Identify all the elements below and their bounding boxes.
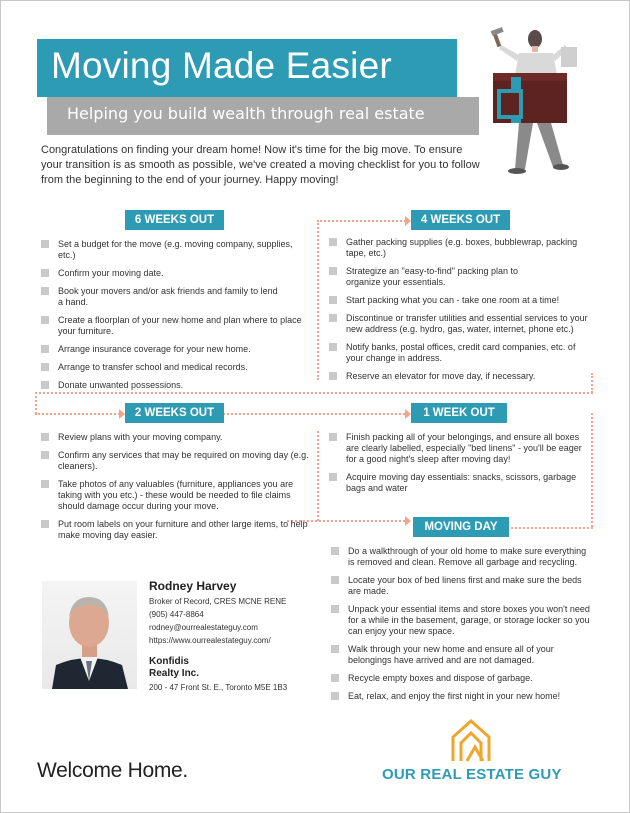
connector-arrow: [405, 516, 411, 526]
agent-portrait-icon: [42, 581, 137, 689]
checkbox[interactable]: [41, 363, 49, 371]
checklist-1-week: [329, 432, 591, 501]
brand-name: OUR REAL ESTATE GUY: [382, 766, 562, 783]
section-header-2-weeks: 2 WEEKS OUT: [125, 403, 224, 423]
checkbox[interactable]: [41, 381, 49, 389]
checkbox[interactable]: [329, 473, 337, 481]
checkbox[interactable]: [41, 316, 49, 324]
connector-line: [223, 413, 409, 415]
intro-paragraph: Congratulations on finding your dream home! Now it's time for the big move. To ensure your transition is as smooth as possible, we've created a moving checklist for you to follow from the beginning to the end of your journey. Happy moving!: [41, 144, 480, 186]
page-title: Moving Made Easier: [51, 45, 392, 86]
checklist-item: Gather packing supplies (e.g. boxes, bubblewrap, packing tape, etc.): [329, 237, 591, 259]
agent-details: [149, 595, 286, 647]
section-header-6-weeks: 6 WEEKS OUT: [125, 210, 224, 230]
house-logo-icon: [447, 715, 497, 765]
checklist-item: Review plans with your moving company.: [41, 432, 309, 443]
checklist-item: Put room labels on your furniture and other large items, to help make moving day easier.: [41, 519, 309, 541]
welcome-home-tagline: Welcome Home.: [37, 759, 188, 782]
checklist-2-weeks: [41, 432, 309, 548]
checklist-item: Reserve an elevator for move day, if necessary.: [329, 371, 591, 382]
checklist-item: Do a walkthrough of your old home to make sure everything is removed and clean. Remove all garbage and recycling.: [331, 546, 593, 568]
checklist-item: Notify banks, postal offices, credit card companies, etc. of your change in address.: [329, 342, 591, 364]
checklist-item: Set a budget for the move (e.g. moving company, supplies, etc.): [41, 239, 311, 261]
checklist-item: Locate your box of bed linens first and make sure the beds are made.: [331, 575, 593, 597]
connector-line: [35, 413, 123, 415]
section-header-1-week: 1 WEEK OUT: [411, 403, 507, 423]
section-header-4-weeks: 4 WEEKS OUT: [411, 210, 510, 230]
connector-line: [35, 392, 37, 414]
agent-phone[interactable]: (905) 447-8864: [149, 610, 204, 619]
checklist-item: Take photos of any valuables (furniture, appliances you are taking with you etc.) - these would be needed to file claims should damage occur during your move.: [41, 479, 309, 512]
checklist-item: Arrange to transfer school and medical records.: [41, 362, 311, 373]
agent-website[interactable]: https://www.ourrealestateguy.com/: [149, 636, 271, 645]
checkbox[interactable]: [329, 343, 337, 351]
mover-illustration: [479, 19, 579, 191]
checkbox[interactable]: [331, 576, 339, 584]
checkbox[interactable]: [331, 674, 339, 682]
checkbox[interactable]: [329, 238, 337, 246]
checkbox[interactable]: [41, 433, 49, 441]
checkbox[interactable]: [329, 296, 337, 304]
connector-line: [591, 413, 593, 527]
checkbox[interactable]: [329, 314, 337, 322]
checkbox[interactable]: [329, 267, 337, 275]
checkbox[interactable]: [331, 605, 339, 613]
section-header-moving-day: MOVING DAY: [413, 517, 509, 537]
checkbox[interactable]: [41, 240, 49, 248]
checklist-item: Eat, relax, and enjoy the first night in your new home!: [331, 691, 593, 702]
company-address: 200 - 47 Front St. E., Toronto M5E 1B3: [149, 683, 288, 692]
checkbox[interactable]: [41, 345, 49, 353]
checkbox[interactable]: [41, 451, 49, 459]
checklist-item: Arrange insurance coverage for your new home.: [41, 344, 311, 355]
page-subtitle: Helping you build wealth through real estate: [67, 104, 425, 123]
connector-line: [317, 220, 409, 222]
checklist-item: Create a floorplan of your new home and plan where to place your furniture.: [41, 315, 311, 337]
checkbox[interactable]: [41, 269, 49, 277]
checklist-item: Confirm any services that may be required on moving day (e.g. cleaners).: [41, 450, 309, 472]
checklist-item: Start packing what you can - take one room at a time!: [329, 295, 591, 306]
checkbox[interactable]: [329, 372, 337, 380]
checklist-item: Recycle empty boxes and dispose of garbage.: [331, 673, 593, 684]
checklist-item: Confirm your moving date.: [41, 268, 311, 279]
checklist-6-weeks: [41, 239, 311, 398]
agent-email[interactable]: rodney@ourrealestateguy.com: [149, 623, 258, 632]
agent-photo: [42, 581, 137, 689]
checkbox[interactable]: [41, 287, 49, 295]
checkbox[interactable]: [331, 547, 339, 555]
checkbox[interactable]: [331, 645, 339, 653]
checklist-item: Donate unwanted possessions.: [41, 380, 311, 391]
checklist-moving-day: [331, 546, 593, 709]
checklist-4-weeks: [329, 237, 591, 389]
checkbox[interactable]: [331, 692, 339, 700]
connector-line: [317, 220, 319, 380]
checklist-item: Book your movers and/or ask friends and family to lend a hand.: [41, 286, 311, 308]
checklist-item: Unpack your essential items and store boxes you won't need for a while in the basement, garage, or storage locker so you can enjoy your new space.: [331, 604, 593, 637]
agent-name: Rodney Harvey: [149, 579, 237, 593]
checklist-item: Discontinue or transfer utilities and essential services to your new address (e.g. hydro, gas, water, internet, phone etc.): [329, 313, 591, 335]
checklist-item: Acquire moving day essentials: snacks, scissors, garbage bags and water: [329, 472, 591, 494]
checklist-item: Finish packing all of your belongings, and ensure all boxes are clearly labelled, especially "bed linens" - you'll be eager for a good night's sleep after moving day!: [329, 432, 591, 465]
connector-line: [511, 527, 593, 529]
connector-line: [591, 373, 593, 393]
checkbox[interactable]: [41, 520, 49, 528]
checklist-item: Walk through your new home and ensure all of your belongings have arrived and are not damaged.: [331, 644, 593, 666]
checklist-item: Strategize an "easy-to-find" packing plan to organize your essentials.: [329, 266, 591, 288]
checkbox[interactable]: [41, 480, 49, 488]
connector-line: [317, 431, 319, 521]
agent-title: Broker of Record, CRES MCNE RENE: [149, 597, 287, 606]
company-name: Konfidis Realty Inc.: [149, 656, 200, 679]
checkbox[interactable]: [329, 433, 337, 441]
